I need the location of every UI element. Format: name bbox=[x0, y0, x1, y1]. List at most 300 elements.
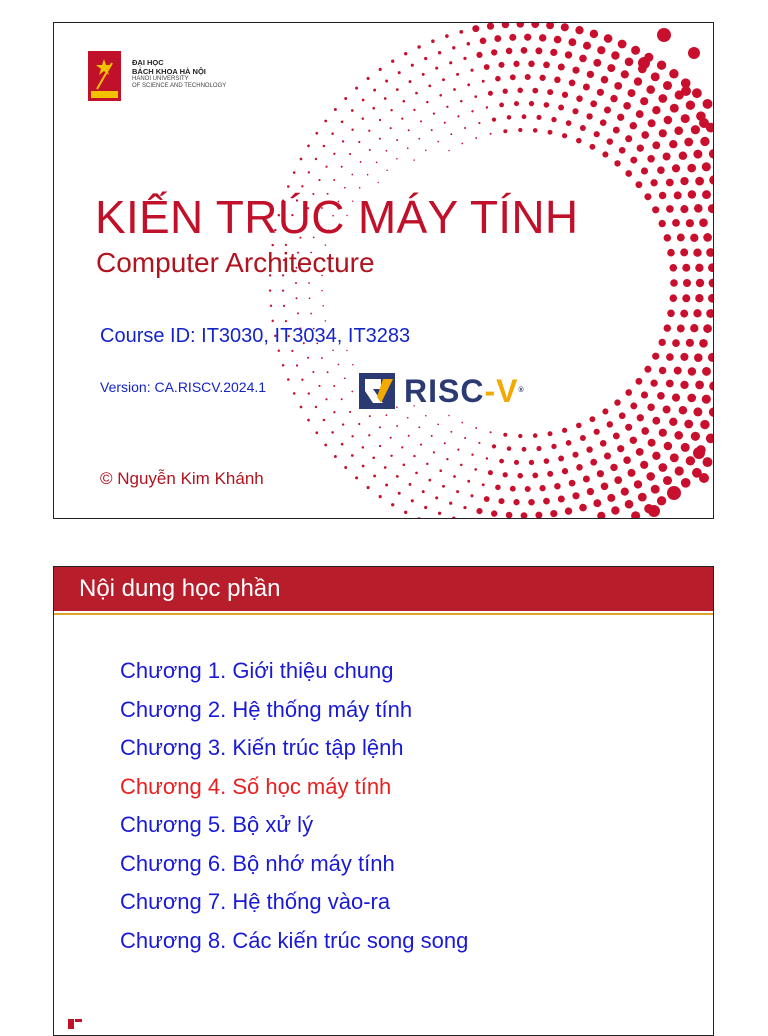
decor-dot bbox=[449, 502, 452, 505]
decor-dot bbox=[659, 220, 666, 227]
decor-dot bbox=[367, 486, 370, 489]
footer-logo-icon bbox=[68, 1019, 82, 1029]
chapter-item: Chương 5. Bộ xử lý bbox=[120, 812, 314, 837]
decor-dot bbox=[561, 23, 569, 31]
decor-dot bbox=[652, 106, 660, 114]
decor-dot bbox=[674, 126, 683, 135]
decor-dot bbox=[425, 415, 427, 417]
decor-dot bbox=[495, 76, 501, 82]
decor-dot bbox=[390, 109, 392, 111]
decor-dot bbox=[625, 424, 632, 431]
decor-dot bbox=[590, 30, 598, 38]
decor-dot bbox=[690, 324, 698, 332]
decor-dot bbox=[648, 505, 660, 517]
decor-dot bbox=[409, 483, 412, 486]
decor-dot bbox=[470, 69, 473, 72]
decor-dot bbox=[702, 162, 711, 171]
decor-dot bbox=[647, 155, 655, 163]
decor-dot bbox=[529, 460, 534, 465]
decor-dot bbox=[664, 234, 671, 241]
decor-dot bbox=[583, 84, 590, 91]
decor-dot bbox=[652, 452, 660, 460]
decor-dot bbox=[693, 150, 702, 159]
decor-dot bbox=[424, 57, 427, 60]
decor-dot bbox=[543, 498, 550, 505]
decor-dot bbox=[373, 474, 376, 477]
decor-dot bbox=[670, 104, 679, 113]
decor-dot bbox=[690, 234, 698, 242]
decor-dot bbox=[641, 167, 648, 174]
decor-dot bbox=[378, 182, 379, 183]
decor-dot bbox=[431, 39, 435, 43]
decor-dot bbox=[398, 492, 401, 495]
decor-dot bbox=[522, 114, 527, 119]
decor-dot bbox=[607, 421, 613, 427]
decor-dot bbox=[417, 517, 420, 519]
decor-dot bbox=[403, 100, 406, 103]
decor-dot bbox=[706, 309, 714, 318]
decor-dot bbox=[695, 294, 703, 302]
decor-dot bbox=[625, 389, 632, 396]
decor-dot bbox=[271, 320, 273, 322]
decor-dot bbox=[476, 52, 482, 58]
decor-dot bbox=[695, 381, 704, 390]
decor-dot bbox=[344, 97, 347, 100]
decor-dot bbox=[669, 140, 677, 148]
decor-dot bbox=[486, 106, 488, 108]
decor-dot bbox=[325, 320, 327, 322]
decor-dot bbox=[351, 109, 354, 112]
decor-dot bbox=[600, 119, 607, 126]
risc-v-suffix: -V bbox=[484, 373, 519, 409]
decor-dot bbox=[597, 89, 604, 96]
decor-dot bbox=[688, 190, 696, 198]
decor-dot bbox=[413, 455, 415, 457]
decor-dot bbox=[413, 159, 414, 160]
decor-dot bbox=[672, 164, 680, 172]
decor-dot bbox=[675, 466, 684, 475]
decor-dot bbox=[509, 34, 516, 41]
decor-dot bbox=[269, 289, 271, 291]
decor-dot bbox=[646, 472, 655, 481]
decor-dot bbox=[686, 339, 694, 347]
decor-dot bbox=[417, 45, 420, 48]
decor-dot bbox=[554, 77, 561, 84]
decor-dot bbox=[699, 218, 708, 227]
decor-dot bbox=[589, 416, 595, 422]
decor-dot bbox=[547, 471, 553, 477]
decor-dot bbox=[621, 487, 629, 495]
decor-dot bbox=[518, 128, 522, 132]
decor-dot bbox=[669, 69, 678, 78]
decor-dot bbox=[699, 473, 709, 483]
decor-dot bbox=[341, 166, 343, 168]
decor-dot bbox=[607, 494, 615, 502]
decor-dot bbox=[444, 122, 446, 124]
decor-dot bbox=[566, 440, 572, 446]
decor-dot bbox=[631, 46, 640, 55]
decor-dot bbox=[437, 141, 439, 143]
decor-dot bbox=[308, 171, 310, 173]
decor-dot bbox=[562, 92, 568, 98]
decor-dot bbox=[282, 290, 284, 292]
decor-dot bbox=[492, 117, 496, 121]
decor-dot bbox=[554, 483, 561, 490]
decor-dot bbox=[706, 248, 714, 257]
decor-dot bbox=[681, 114, 690, 123]
decor-dot bbox=[293, 171, 296, 174]
decor-dot bbox=[300, 406, 303, 409]
decor-dot bbox=[373, 89, 376, 92]
decor-dot bbox=[385, 80, 388, 83]
decor-dot bbox=[623, 456, 631, 464]
decor-dot bbox=[619, 412, 626, 419]
decor-dot bbox=[318, 385, 320, 387]
decor-dot bbox=[672, 219, 680, 227]
hust-emblem-icon bbox=[88, 51, 121, 101]
decor-dot bbox=[368, 434, 370, 436]
decor-dot bbox=[604, 106, 611, 113]
decor-dot bbox=[300, 158, 303, 161]
decor-dot bbox=[659, 192, 667, 200]
decor-dot bbox=[709, 407, 714, 416]
decor-dot bbox=[664, 442, 673, 451]
decor-dot bbox=[600, 440, 607, 447]
decor-dot bbox=[663, 152, 671, 160]
decor-dot bbox=[528, 61, 535, 68]
decor-dot bbox=[334, 455, 337, 458]
decor-dot bbox=[404, 52, 407, 55]
decor-dot bbox=[625, 135, 632, 142]
risc-v-wordmark: RISC bbox=[404, 373, 485, 409]
decor-dot bbox=[310, 313, 312, 315]
decor-dot bbox=[287, 378, 290, 381]
decor-dot bbox=[658, 463, 667, 472]
decor-dot bbox=[301, 379, 303, 381]
decor-dot bbox=[702, 190, 711, 199]
slide-header bbox=[54, 567, 713, 611]
decor-dot bbox=[295, 282, 297, 284]
decor-dot bbox=[686, 219, 694, 227]
decor-dot bbox=[487, 23, 494, 30]
decor-dot bbox=[535, 512, 542, 519]
decor-dot bbox=[670, 279, 678, 287]
decor-dot bbox=[453, 88, 456, 91]
decor-dot bbox=[474, 468, 477, 471]
decor-dot bbox=[630, 122, 637, 129]
decor-dot bbox=[323, 145, 326, 148]
decor-dot bbox=[614, 476, 622, 484]
decor-dot bbox=[693, 309, 701, 317]
decor-dot bbox=[411, 499, 414, 502]
decor-dot bbox=[641, 391, 648, 398]
decor-dot bbox=[503, 472, 508, 477]
decor-dot bbox=[312, 371, 314, 373]
decor-dot bbox=[324, 444, 327, 447]
decor-dot bbox=[422, 73, 425, 76]
decor-dot bbox=[391, 503, 394, 506]
decor-dot bbox=[472, 25, 479, 32]
decor-dot bbox=[703, 99, 713, 109]
decor-dot bbox=[602, 151, 608, 157]
decor-dot bbox=[484, 64, 490, 70]
decor-dot bbox=[554, 36, 562, 44]
decor-dot bbox=[351, 391, 353, 393]
decor-dot bbox=[439, 469, 442, 472]
decor-dot bbox=[322, 305, 324, 307]
decor-dot bbox=[396, 88, 399, 91]
decor-dot bbox=[502, 23, 509, 28]
decor-dot bbox=[696, 279, 704, 287]
decor-dot bbox=[471, 454, 473, 456]
decor-dot bbox=[358, 141, 360, 143]
decor-dot bbox=[636, 448, 644, 456]
decor-dot bbox=[544, 458, 550, 464]
decor-dot bbox=[460, 464, 463, 467]
decor-dot bbox=[533, 433, 538, 438]
decor-dot bbox=[438, 51, 441, 54]
decor-dot bbox=[672, 339, 680, 347]
logo-line-3: HANOI UNIVERSITY bbox=[132, 76, 189, 82]
decor-dot bbox=[625, 500, 634, 509]
decor-dot bbox=[641, 131, 649, 139]
contents-slide bbox=[53, 566, 714, 1036]
decor-dot bbox=[533, 128, 538, 133]
decor-dot bbox=[631, 511, 640, 519]
risc-v-mark-icon bbox=[359, 373, 395, 409]
decor-dot bbox=[460, 100, 463, 103]
decor-dot bbox=[355, 87, 358, 90]
decor-dot bbox=[494, 35, 501, 42]
decor-dot bbox=[657, 61, 666, 70]
decor-dot bbox=[333, 179, 335, 181]
decor-dot bbox=[449, 61, 452, 64]
decor-dot bbox=[680, 353, 688, 361]
decor-dot bbox=[700, 420, 709, 429]
decor-dot bbox=[331, 132, 334, 135]
decor-dot bbox=[618, 40, 627, 49]
decor-dot bbox=[453, 475, 456, 478]
decor-dot bbox=[367, 77, 370, 80]
decor-dot bbox=[590, 459, 597, 466]
decor-dot bbox=[315, 406, 317, 408]
decor-dot bbox=[420, 444, 422, 446]
decor-dot bbox=[338, 364, 340, 366]
decor-dot bbox=[576, 95, 583, 102]
decor-dot bbox=[597, 512, 605, 519]
decor-dot bbox=[640, 97, 648, 105]
decor-dot bbox=[325, 244, 327, 246]
decor-dot bbox=[452, 46, 455, 49]
decor-dot bbox=[587, 71, 594, 78]
decor-dot bbox=[539, 75, 545, 81]
decor-dot bbox=[480, 37, 487, 44]
decor-dot bbox=[586, 446, 592, 452]
decor-dot bbox=[424, 506, 427, 509]
decor-dot bbox=[648, 439, 656, 447]
decor-dot bbox=[522, 447, 527, 452]
decor-dot bbox=[442, 78, 445, 81]
decor-dot bbox=[332, 349, 334, 351]
decor-dot bbox=[464, 127, 466, 129]
decor-dot bbox=[682, 264, 690, 272]
decor-dot bbox=[307, 145, 310, 148]
decor-dot bbox=[517, 23, 525, 28]
decor-dot bbox=[664, 116, 673, 125]
decor-dot bbox=[572, 492, 579, 499]
decor-dot bbox=[650, 179, 657, 186]
decor-dot bbox=[307, 419, 310, 422]
university-logo bbox=[88, 51, 226, 101]
decor-dot bbox=[657, 392, 665, 400]
decor-dot bbox=[580, 435, 586, 441]
decor-dot bbox=[308, 282, 310, 284]
decor-dot bbox=[349, 153, 351, 155]
decor-dot bbox=[681, 86, 691, 96]
decor-dot bbox=[456, 490, 459, 493]
decor-dot bbox=[437, 424, 439, 426]
decor-dot bbox=[525, 74, 531, 80]
decor-dot bbox=[652, 417, 660, 425]
decor-dot bbox=[457, 115, 459, 117]
decor-dot bbox=[686, 101, 695, 110]
decor-dot bbox=[271, 244, 273, 246]
decor-dot bbox=[589, 144, 595, 150]
decor-dot bbox=[499, 459, 504, 464]
decor-dot bbox=[663, 81, 672, 90]
decor-dot bbox=[548, 431, 553, 436]
decor-dot bbox=[651, 485, 660, 494]
decor-dot bbox=[425, 150, 427, 152]
decor-dot bbox=[647, 403, 655, 411]
decor-dot bbox=[658, 94, 667, 103]
version-label: Version: CA.RISCV.2024.1 bbox=[100, 379, 267, 395]
decor-dot bbox=[411, 64, 414, 67]
decor-dot bbox=[617, 114, 624, 121]
decor-dot bbox=[637, 414, 644, 421]
decor-dot bbox=[463, 57, 466, 60]
decor-dot bbox=[621, 70, 629, 78]
decor-dot bbox=[463, 506, 466, 509]
decor-dot bbox=[695, 177, 704, 186]
decor-dot bbox=[644, 193, 651, 200]
decor-dot bbox=[547, 89, 553, 95]
decor-dot bbox=[576, 423, 582, 429]
decor-dot bbox=[457, 449, 459, 451]
decor-dot bbox=[638, 493, 647, 502]
decor-dot bbox=[614, 160, 620, 166]
decor-dot bbox=[580, 125, 586, 131]
decor-dot bbox=[630, 437, 637, 444]
logo-line-4: OF SCIENCE AND TECHNOLOGY bbox=[132, 83, 227, 89]
decor-dot bbox=[396, 475, 399, 478]
decor-dot bbox=[456, 73, 459, 76]
decor-dot bbox=[521, 512, 528, 519]
decor-dot bbox=[562, 133, 567, 138]
decor-dot bbox=[459, 30, 463, 34]
decor-dot bbox=[475, 427, 477, 429]
decor-dot bbox=[583, 476, 590, 483]
decor-dot bbox=[396, 139, 398, 141]
decor-dot bbox=[439, 94, 442, 97]
decor-dot bbox=[379, 495, 382, 498]
decor-dot bbox=[420, 120, 422, 122]
decor-dot bbox=[692, 88, 702, 98]
decor-dot bbox=[687, 164, 696, 173]
decor-dot bbox=[709, 279, 714, 288]
decor-dot bbox=[636, 110, 644, 118]
decor-dot bbox=[657, 28, 671, 42]
decor-dot bbox=[491, 49, 497, 55]
decor-dot bbox=[514, 101, 519, 106]
decor-dot bbox=[342, 140, 344, 142]
decor-dot bbox=[648, 119, 656, 127]
decor-dot bbox=[376, 162, 378, 164]
decor-dot bbox=[428, 85, 431, 88]
decor-dot bbox=[641, 427, 649, 435]
decor-dot bbox=[372, 107, 375, 110]
decor-dot bbox=[334, 108, 337, 111]
decor-dot bbox=[409, 80, 412, 83]
decor-dot bbox=[278, 349, 280, 351]
decor-dot bbox=[558, 456, 564, 462]
decor-dot bbox=[657, 166, 665, 174]
decor-dot bbox=[386, 414, 388, 416]
decor-dot bbox=[670, 294, 678, 302]
decor-dot bbox=[572, 452, 578, 458]
decor-dot bbox=[681, 478, 691, 488]
decor-dot bbox=[634, 77, 642, 85]
decor-dot bbox=[659, 129, 667, 137]
decor-dot bbox=[474, 95, 477, 98]
decor-dot bbox=[507, 115, 512, 120]
decor-dot bbox=[566, 120, 572, 126]
decor-dot bbox=[369, 415, 371, 417]
decor-dot bbox=[518, 434, 522, 438]
decor-dot bbox=[550, 49, 557, 56]
decor-dot bbox=[635, 378, 642, 385]
decor-dot bbox=[342, 423, 344, 425]
decor-dot bbox=[551, 117, 556, 122]
decor-dot bbox=[484, 496, 490, 502]
decor-dot bbox=[379, 426, 381, 428]
decor-dot bbox=[597, 46, 605, 54]
course-title-vietnamese: KIẾN TRÚC MÁY TÍNH bbox=[95, 191, 579, 243]
decor-dot bbox=[672, 394, 680, 402]
decor-dot bbox=[602, 408, 608, 414]
decor-dot bbox=[670, 453, 679, 462]
slide-title: Nội dung học phần bbox=[79, 575, 281, 602]
decor-dot bbox=[659, 429, 667, 437]
decor-dot bbox=[666, 380, 674, 388]
decor-dot bbox=[693, 249, 701, 257]
decor-dot bbox=[351, 128, 353, 130]
decor-dot bbox=[525, 486, 531, 492]
decor-dot bbox=[270, 305, 272, 307]
decor-dot bbox=[693, 407, 702, 416]
decor-dot bbox=[679, 406, 688, 415]
decor-dot bbox=[674, 367, 682, 375]
decor-dot bbox=[680, 381, 688, 389]
decor-dot bbox=[583, 42, 591, 50]
decor-dot bbox=[703, 457, 713, 467]
decor-dot bbox=[708, 294, 714, 303]
decor-dot bbox=[450, 431, 452, 433]
decor-dot bbox=[709, 149, 714, 158]
decor-dot bbox=[610, 464, 617, 471]
decor-dot bbox=[446, 106, 448, 108]
course-title-english: Computer Architecture bbox=[96, 247, 375, 278]
